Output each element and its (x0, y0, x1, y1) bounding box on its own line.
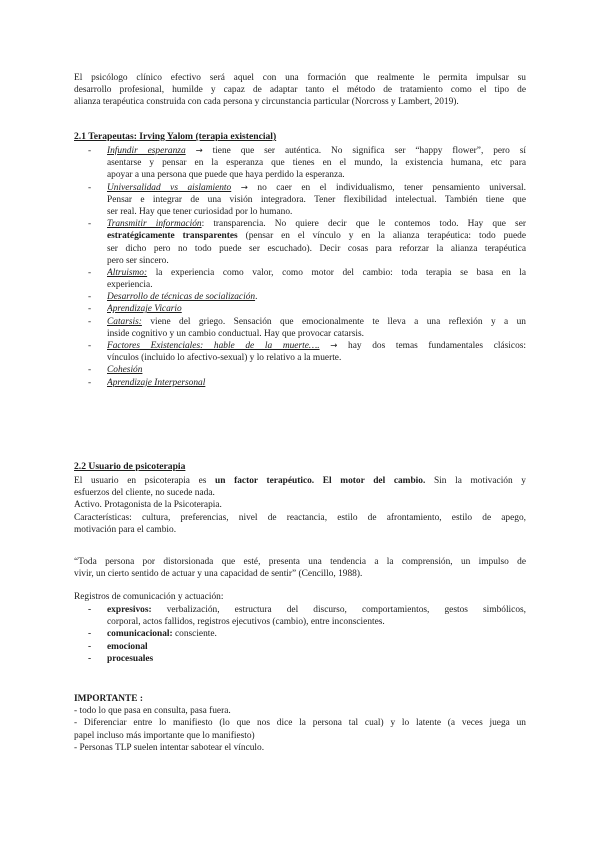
list-item (74, 653, 526, 665)
item-text: : transparencia. No quiere decir que le contemos todo. Hay que ser (201, 219, 526, 230)
register-term: procesuales (107, 653, 154, 664)
list-dash: - (88, 146, 92, 156)
list-dash: - (88, 377, 92, 388)
important-text: - Diferenciar entre lo manifiesto (lo que nos dice la persona tal cual) y lo latente (a veces juega un (74, 718, 526, 729)
item-bold: estratégicamente transparentes (107, 231, 238, 242)
list-item (74, 267, 526, 291)
item-text: viene del griego. Sensación que emocionalmente te lleva a una reflexión y a un (141, 316, 526, 327)
item-text: Pensar e integrar de una visión integradora. Tener flexibilidad intelectual. También tiene que (107, 194, 526, 205)
registers-title (74, 591, 526, 603)
user-paragraph (74, 475, 526, 536)
item-term: Factores Existenciales: hable de la muerte…. (107, 341, 320, 351)
paragraph-text: motivación para el cambio. (74, 524, 177, 535)
list-item (74, 316, 526, 340)
list-dash: - (88, 304, 92, 315)
list-dash: - (88, 641, 92, 652)
register-text: verbalización, estructura del discurso, comportamientos, gestos simbólicos, (151, 605, 526, 615)
item-term: Cohesión (107, 365, 143, 376)
quote-text: vivir, un cierto sentido de actuar y una capacidad de sentir” (Cencillo, 1988). (74, 569, 363, 580)
item-term: Altruismo: (107, 267, 148, 278)
important-text: - Personas TLP suelen intentar sabotear el vínculo. (74, 742, 265, 753)
list-item (74, 182, 526, 219)
item-text: pero ser sincero. (107, 255, 169, 266)
registers-list (74, 604, 526, 665)
item-term: Desarrollo de técnicas de socialización (107, 292, 256, 303)
list-dash: - (88, 316, 92, 327)
list-dash: - (88, 629, 92, 640)
therapist-factors-list (74, 145, 526, 389)
list-item (74, 218, 526, 267)
list-dash: - (88, 653, 92, 664)
important-text: papel incluso más importante que lo manifiesto) (74, 730, 255, 741)
list-item (74, 145, 526, 182)
register-term: expresivos: (107, 605, 152, 615)
paragraph-text: Sin la motivación y (425, 476, 526, 486)
item-text: no caer en el individualismo, tener pensamiento universal. (247, 182, 526, 193)
intro-line-3: alianza terapéutica construida con cada persona y circunstancia particular (Norcross y Lambert, 2019). (74, 97, 459, 108)
item-term: Aprendizaje Interpersonal (107, 377, 206, 388)
item-text: la experiencia como valor, como motor del cambio: toda terapia se basa en la (147, 267, 526, 278)
list-item (74, 291, 526, 303)
list-item (74, 604, 526, 628)
item-term: Transmitir información (107, 219, 202, 230)
intro-line-1: El psicólogo clínico efectivo será aquel con una formación que realmente le permita impulsar su (74, 73, 526, 83)
arrow-icon: → (240, 182, 248, 193)
list-item (74, 628, 526, 640)
item-text: (pensar en el vínculo y en la alianza terapéutica: todo puede (237, 231, 526, 242)
item-text: apoyar a una persona que puede que haya perdido la esperanza. (107, 170, 345, 181)
section-2-1-title: 2.1 Terapeutas: Irving Yalom (terapia existencial) (74, 131, 277, 142)
item-term: Universalidad vs aislamiento (107, 182, 232, 193)
intro-paragraph (74, 72, 526, 109)
item-text: experiencia. (107, 280, 153, 291)
item-text: tiene que ser auténtica. No significa ser “happy flower”, pero sí (202, 146, 526, 156)
cencillo-quote (74, 556, 526, 580)
item-text: ser real. Hay que tener curiosidad por lo humano. (107, 206, 293, 217)
item-term: Aprendizaje Vicario (107, 304, 182, 315)
list-dash: - (88, 182, 92, 193)
item-text: . (255, 292, 258, 303)
intro-line-2: desarrollo profesional, humilde y capaz de adaptar tanto el método de tratamiento como el tipo de (74, 85, 526, 96)
register-text: corporal, actos fallidos, registros ejecutivos (cambio), entre inconscientes. (107, 617, 385, 628)
list-dash: - (88, 605, 92, 615)
paragraph-text: Activo. Protagonista de la Psicoterapia. (74, 500, 222, 511)
list-item (74, 303, 526, 315)
paragraph-bold: un factor terapéutico. El motor del cambio. (215, 476, 426, 486)
section-2-2-title: 2.2 Usuario de psicoterapia (74, 461, 186, 472)
list-dash: - (88, 365, 92, 376)
item-text: ser dicho pero no todo puede ser escuchado). Decir cosas para reforzar la alianza terapéutica (107, 243, 526, 254)
paragraph-text: Características: cultura, preferencias, nivel de reactancia, estilo de afrontamiento, estilo de apego, (74, 512, 526, 523)
list-dash: - (88, 292, 92, 303)
list-item (74, 340, 526, 364)
quote-text: “Toda persona por distorsionada que esté, presenta una tendencia a la comprensión, un impulso de (74, 557, 526, 567)
list-item (74, 364, 526, 376)
list-item (74, 641, 526, 653)
arrow-icon: → (195, 146, 203, 156)
paragraph-text: esfuerzos del cliente, no sucede nada. (74, 488, 215, 499)
item-text: asentarse y pensar en la esperanza que tienes en el mundo, la existencia humana, etc para (107, 158, 526, 169)
register-term: comunicacional: (107, 629, 173, 640)
important-block (74, 693, 526, 754)
item-text: hay dos temas fundamentales clásicos: (337, 341, 526, 351)
arrow-icon: → (330, 341, 338, 351)
list-dash: - (88, 341, 92, 351)
list-item (74, 377, 526, 389)
registers-heading: Registros de comunicación y actuación: (74, 592, 224, 602)
item-term: Infundir esperanza (107, 146, 186, 156)
paragraph-text: El usuario en psicoterapia es (74, 476, 216, 486)
important-title: IMPORTANTE : (74, 694, 144, 704)
register-text: consciente. (172, 629, 217, 640)
item-text: vínculos (incluido lo afectivo-sexual) y lo relativo a la muerte. (107, 353, 342, 364)
important-text: - todo lo que pasa en consulta, pasa fuera. (74, 706, 231, 717)
list-dash: - (88, 267, 92, 278)
item-text: inside cognitivo y un cambio conductual. Hay que provocar catarsis. (107, 328, 364, 339)
register-term: emocional (107, 641, 148, 652)
item-term: Catarsis: (107, 316, 142, 327)
list-dash: - (88, 219, 92, 230)
